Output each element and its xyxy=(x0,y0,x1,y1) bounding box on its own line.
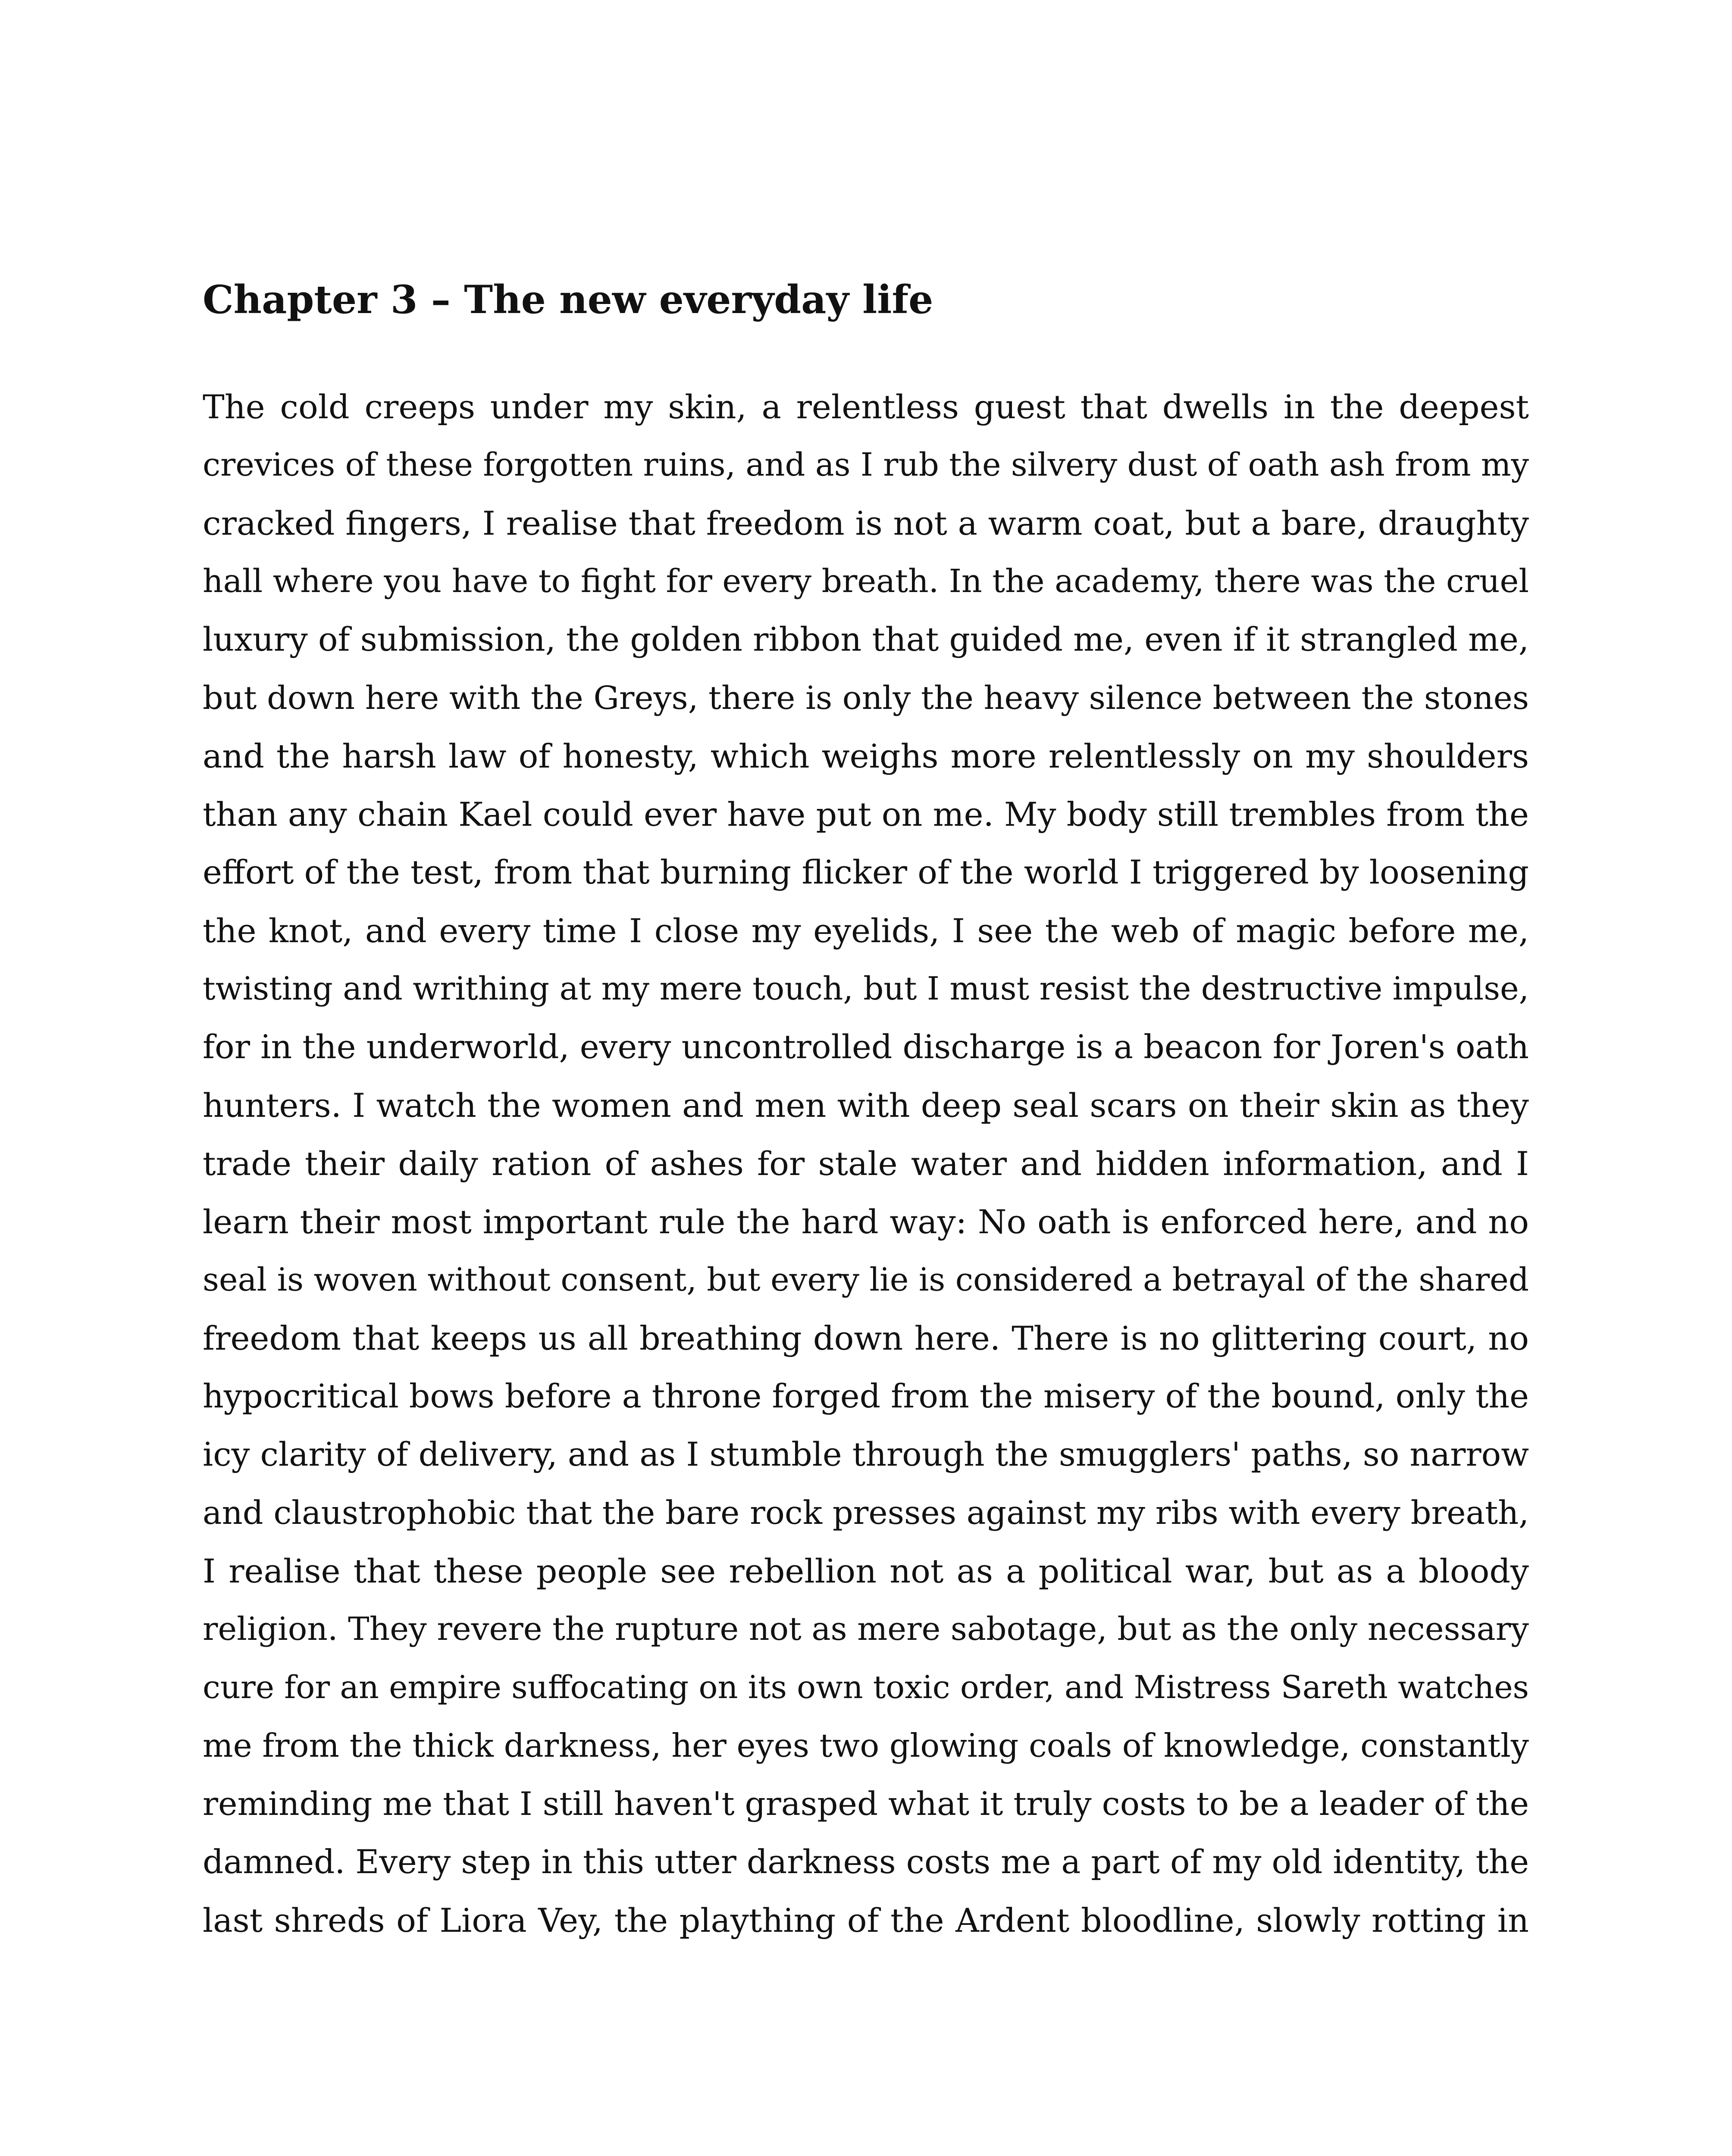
text-line: hall where you have to fight for every breath. In the academy, there was the cruel xyxy=(203,563,1529,600)
text-line: but down here with the Greys, there is only the heavy silence between the stones xyxy=(203,679,1529,717)
text-line: crevices of these forgotten ruins, and as I rub the silvery dust of oath ash from my xyxy=(203,447,1529,483)
text-line: icy clarity of delivery, and as I stumble through the smugglers' paths, so narrow xyxy=(203,1435,1529,1473)
text-line: last shreds of Liora Vey, the plaything of the Ardent bloodline, slowly rotting in xyxy=(203,1901,1529,1940)
text-line: I realise that these people see rebellion not as a political war, but as a bloody xyxy=(203,1552,1529,1590)
text-line: cure for an empire suffocating on its own toxic order, and Mistress Sareth watches xyxy=(203,1669,1529,1706)
text-line: reminding me that I still haven't grasped what it truly costs to be a leader of the xyxy=(203,1785,1529,1823)
text-line: the knot, and every time I close my eyelids, I see the web of magic before me, xyxy=(203,912,1529,950)
text-line: and claustrophobic that the bare rock presses against my ribs with every breath, xyxy=(203,1494,1529,1532)
text-line: and the harsh law of honesty, which weighs more relentlessly on my shoulders xyxy=(203,737,1529,775)
text-line: damned. Every step in this utter darkness costs me a part of my old identity, the xyxy=(203,1843,1529,1881)
text-line: cracked fingers, I realise that freedom is not a warm coat, but a bare, draughty xyxy=(203,504,1529,542)
text-line: The cold creeps under my skin, a relentless guest that dwells in the deepest xyxy=(203,388,1529,426)
chapter-title: Chapter 3 – The new everyday life xyxy=(203,277,933,323)
text-line: religion. They revere the rupture not as mere sabotage, but as the only necessary xyxy=(203,1611,1529,1648)
text-line: seal is woven without consent, but every lie is considered a betrayal of the shared xyxy=(203,1262,1529,1298)
text-line: trade their daily ration of ashes for stale water and hidden information, and I xyxy=(203,1144,1529,1183)
text-line: than any chain Kael could ever have put on me. My body still trembles from the xyxy=(203,795,1529,834)
text-line: hypocritical bows before a throne forged from the misery of the bound, only the xyxy=(203,1377,1529,1415)
text-line: freedom that keeps us all breathing down here. There is no glittering court, no xyxy=(203,1319,1529,1357)
text-line: me from the thick darkness, her eyes two glowing coals of knowledge, constantly xyxy=(203,1727,1529,1764)
text-line: twisting and writhing at my mere touch, but I must resist the destructive impulse, xyxy=(203,971,1529,1007)
text-line: hunters. I watch the women and men with deep seal scars on their skin as they xyxy=(203,1086,1529,1125)
body-paragraph xyxy=(203,378,1529,1949)
text-line: luxury of submission, the golden ribbon that guided me, even if it strangled me, xyxy=(203,620,1529,658)
text-line: effort of the test, from that burning flicker of the world I triggered by loosening xyxy=(203,853,1529,891)
text-line: for in the underworld, every uncontrolled discharge is a beacon for Joren's oath xyxy=(203,1028,1529,1066)
text-line: learn their most important rule the hard way: No oath is enforced here, and no xyxy=(203,1203,1529,1241)
